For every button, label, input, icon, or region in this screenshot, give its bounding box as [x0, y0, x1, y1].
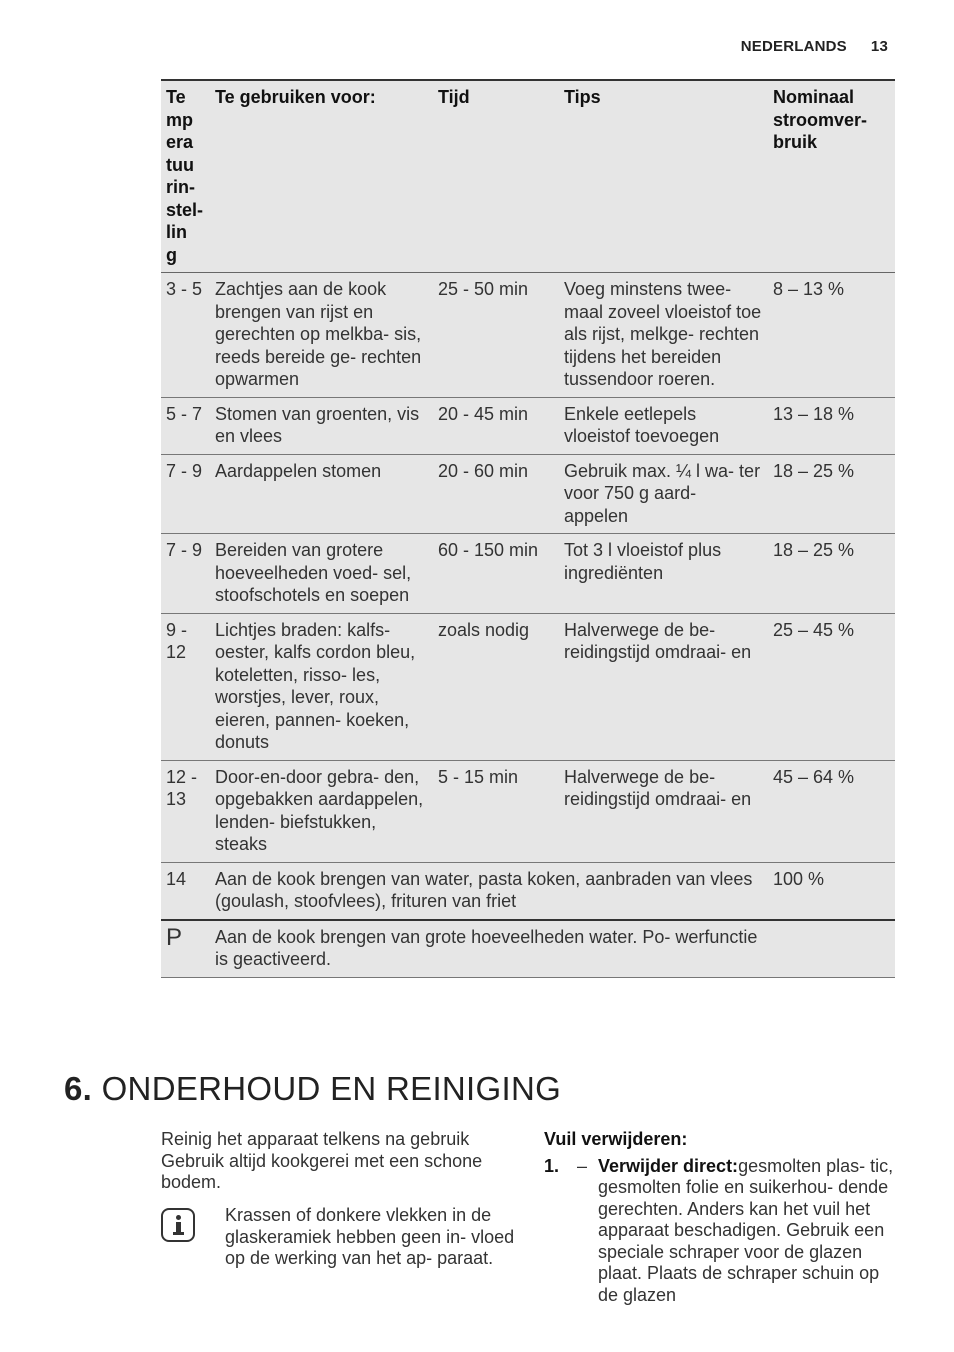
- cell-setting: 3 - 5: [161, 273, 210, 398]
- list-item-text: gesmolten plas- tic, gesmolten folie en suikerhou- dende gerechten. Anders kan het vuil het apparaat beschadigen. Gebruik een speciale schraper voor de glazen plaat. Plaats de schraper schuin op de glazen: [598, 1155, 894, 1305]
- cell-power: 13 – 18 %: [768, 397, 895, 454]
- col-header-use: Te gebruiken voor:: [210, 80, 433, 273]
- table-row: [161, 534, 895, 614]
- cell-setting: 5 - 7: [161, 397, 210, 454]
- cell-time: zoals nodig: [433, 613, 559, 760]
- section-title-text: ONDERHOUD EN REINIGING: [101, 1070, 562, 1107]
- cell-tips: Halverwege de be- reidingstijd omdraai- en: [559, 613, 768, 760]
- cell-time: 20 - 60 min: [433, 454, 559, 534]
- cell-setting: 12 - 13: [161, 760, 210, 862]
- list-item-number: 1.: [544, 1155, 560, 1176]
- cell-power: 100 %: [768, 862, 895, 920]
- list-item: [544, 1156, 894, 1307]
- table-row-power-function: [161, 920, 895, 978]
- cell-setting: 9 - 12: [161, 613, 210, 760]
- cell-power: 18 – 25 %: [768, 534, 895, 614]
- cell-power: 45 – 64 %: [768, 760, 895, 862]
- table-row: [161, 760, 895, 862]
- section-number: 6.: [64, 1070, 93, 1107]
- cell-tips: Tot 3 l vloeistof plus ingrediënten: [559, 534, 768, 614]
- cell-use: Aardappelen stomen: [210, 454, 433, 534]
- col-header-time: Tijd: [433, 80, 559, 273]
- header-language: NEDERLANDS: [740, 38, 847, 55]
- cell-setting: 7 - 9: [161, 454, 210, 534]
- table-row: [161, 454, 895, 534]
- cell-setting: 14: [161, 862, 210, 920]
- cell-use: Stomen van groenten, vis en vlees: [210, 397, 433, 454]
- table-row-14: [161, 862, 895, 920]
- cell-tips: Voeg minstens twee- maal zoveel vloeistof toe als rijst, melkge- rechten tijdens het bereiden tussendoor roeren.: [559, 273, 768, 398]
- cell-use: Aan de kook brengen van water, pasta koken, aanbraden van vlees (goulash, stoofvlees), frituren van friet: [210, 862, 768, 920]
- cell-use: Lichtjes braden: kalfs- oester, kalfs cordon bleu, koteletten, risso- les, worstjes, lever, roux, eieren, pannen- koeken, donuts: [210, 613, 433, 760]
- page-number: 13: [870, 38, 888, 55]
- cooking-settings-table: [161, 79, 895, 978]
- cell-power: 18 – 25 %: [768, 454, 895, 534]
- cell-use: Zachtjes aan de kook brengen van rijst en gerechten op melkba- sis, reeds bereide ge- rechten opwarmen: [210, 273, 433, 398]
- cell-use: Aan de kook brengen van grote hoeveelheden water. Po- werfunctie is geactiveerd.: [210, 920, 768, 978]
- cell-power: 8 – 13 %: [768, 273, 895, 398]
- list-item-body: [598, 1156, 894, 1307]
- info-icon: [161, 1208, 195, 1242]
- power-function-symbol: P: [161, 920, 210, 978]
- table-row: [161, 613, 895, 760]
- cell-time: 60 - 150 min: [433, 534, 559, 614]
- cell-time: 5 - 15 min: [433, 760, 559, 862]
- cell-power-empty: [768, 920, 895, 978]
- cell-time: 25 - 50 min: [433, 273, 559, 398]
- cell-use: Door-en-door gebra- den, opgebakken aardappelen, lenden- biefstukken, steaks: [210, 760, 433, 862]
- col-header-tips: Tips: [559, 80, 768, 273]
- table-row: [161, 397, 895, 454]
- cleaning-instructions: [544, 1129, 894, 1306]
- table-header-row: [161, 80, 895, 273]
- cleaning-heading: Vuil verwijderen:: [544, 1129, 688, 1149]
- list-item-dash: –: [577, 1155, 588, 1176]
- cell-use: Bereiden van grotere hoeveelheden voed- sel, stoofschotels en soepen: [210, 534, 433, 614]
- info-note-text: Krassen of donkere vlekken in de glaskeramiek hebben geen in- vloed op de werking van het ap- paraat.: [225, 1205, 515, 1268]
- cell-tips: Enkele eetlepels vloeistof toevoegen: [559, 397, 768, 454]
- section-title: [64, 1070, 561, 1108]
- cell-time: 20 - 45 min: [433, 397, 559, 454]
- col-header-power: Nominaal stroomver- bruik: [768, 80, 895, 273]
- intro-paragraph: Reinig het apparaat telkens na gebruik Gebruik altijd kookgerei met een schone bodem.: [161, 1129, 483, 1192]
- cell-setting: 7 - 9: [161, 534, 210, 614]
- col-header-setting: Te mp era tuu rin- stel- lin g: [161, 80, 210, 273]
- cell-power: 25 – 45 %: [768, 613, 895, 760]
- cell-tips: Halverwege de be- reidingstijd omdraai- en: [559, 760, 768, 862]
- list-item-bold: Verwijder direct:: [598, 1155, 739, 1176]
- table-row: [161, 273, 895, 398]
- page-header: [741, 38, 888, 55]
- cell-tips: Gebruik max. ¼ l wa- ter voor 750 g aard- appelen: [559, 454, 768, 534]
